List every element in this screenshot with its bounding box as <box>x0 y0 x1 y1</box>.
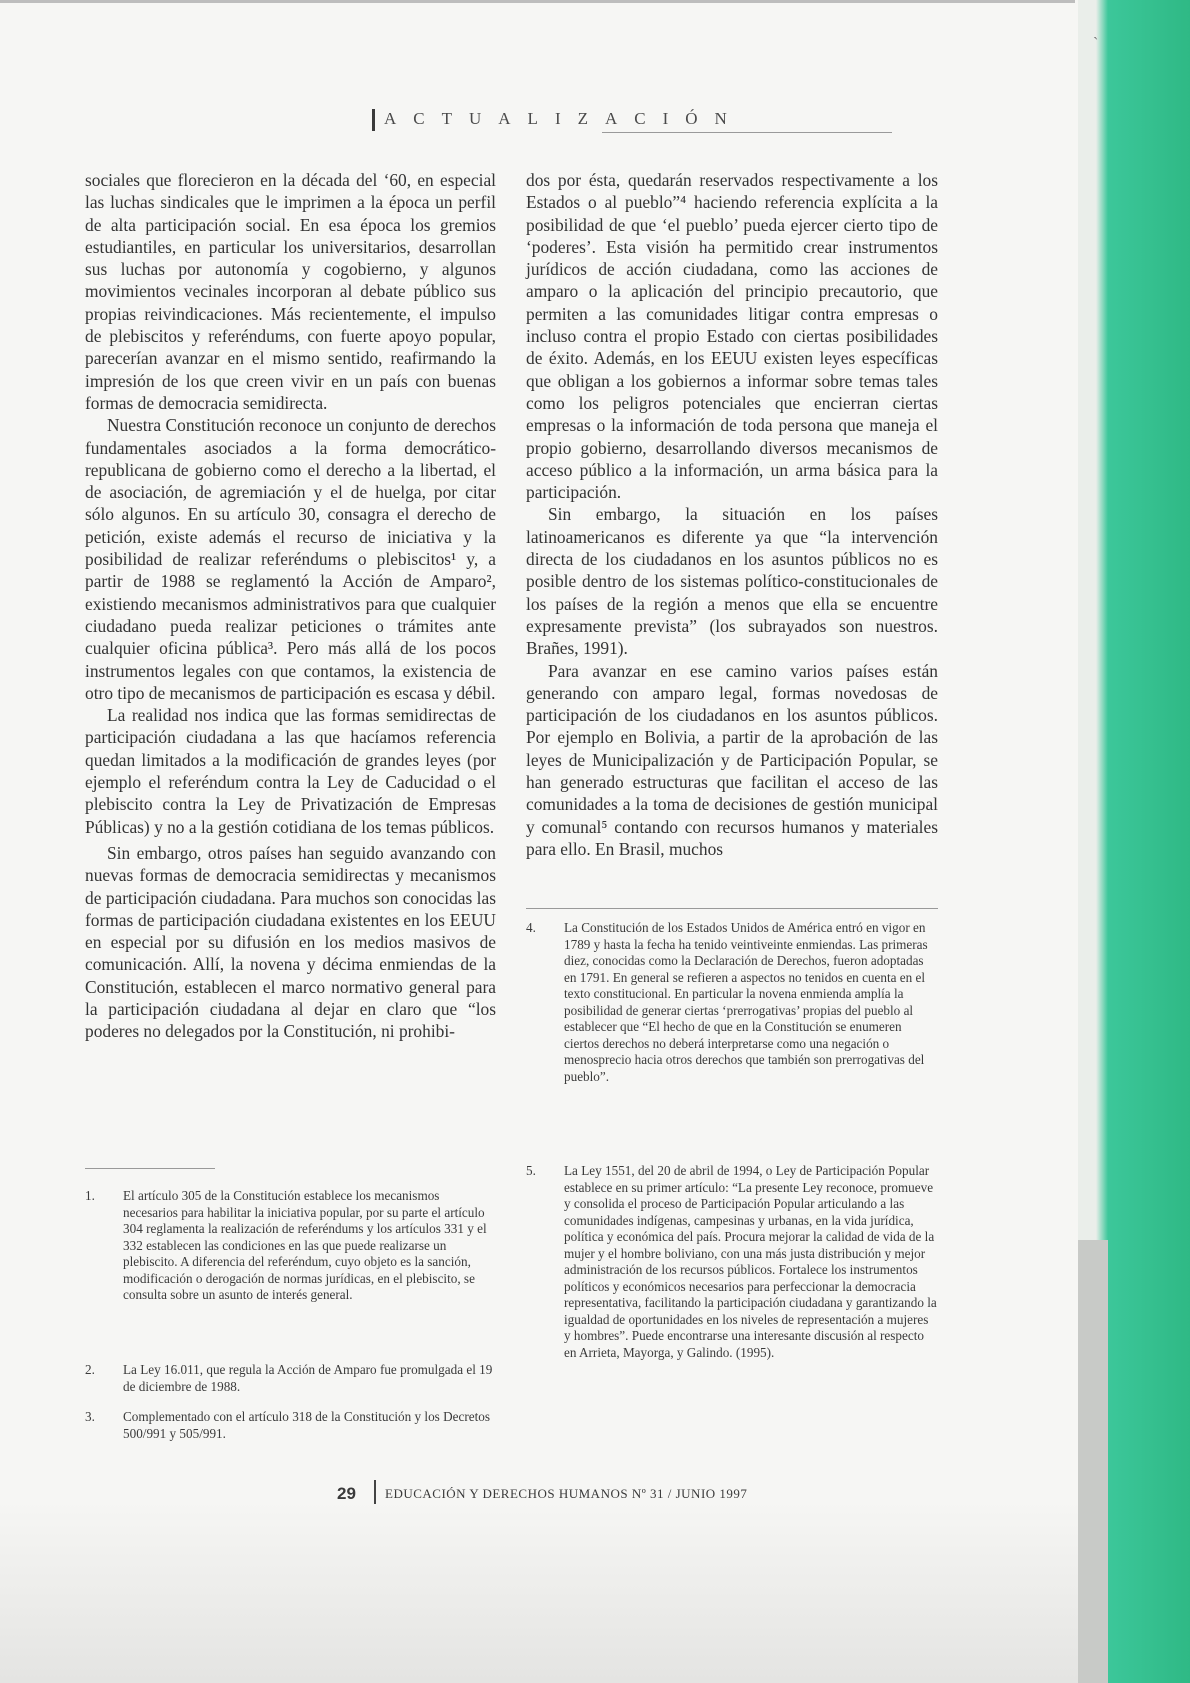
scan-speck-icon: ˋ <box>1093 35 1099 52</box>
footnote-rule <box>526 908 938 909</box>
paragraph: dos por ésta, quedarán reservados respectivamente a los Estados o al pueblo”⁴ haciendo referencia explícita a la posibilidad de que ‘el pueblo’ pueda ejercer cierto tipo de ‘poderes’. Esta visión ha permitido crear instrumentos jurídicos de acción ciudadana, como las acciones de amparo o la aplicación del principio precautorio, que permiten a las comunidades litigar contra empresas o incluso contra el propio Estado con ciertas posibilidades de éxito. Además, en los EEUU existen leyes específicas que obligan a los gobiernos a informar sobre temas tales como los peligros potenciales que encierran ciertas empresas o la información de toda persona que maneja el propio gobierno, desarrollando diversos mecanismos de acceso público a la información, un arma básica para la participación. <box>526 170 938 503</box>
paragraph: Para avanzar en ese camino varios países están generando con amparo legal, formas novedosas de participación de los ciudadanos en los asuntos públicos. Por ejemplo en Bolivia, a partir de la aprobación de las leyes de Municipalización y de Participación Popular, se han generado estructuras que facilitan el acceso de las comunidades a la toma de decisiones de gestión municipal y comunal⁵ contando con recursos humanos y materiales para ello. En Brasil, muchos <box>526 660 938 859</box>
footnote-number: 1. <box>85 1188 95 1203</box>
left-column <box>85 169 496 1043</box>
footnote-number: 3. <box>85 1409 95 1424</box>
paragraph: La realidad nos indica que las formas semidirectas de participación ciudadana a las que hacíamos referencia quedan limitados a la modificación de grandes leyes (por ejemplo el referéndum contra la Ley de Caducidad o el plebiscito contra la Ley de Privatización de Empresas Públicas) y no a la gestión cotidiana de los temas públicos. <box>85 705 496 837</box>
paragraph: Nuestra Constitución reconoce un conjunto de derechos fundamentales asociados a la forma democrático-republicana de gobierno como el derecho a la libertad, el de asociación, de agremiación y el de huelga, por citar sólo algunos. En su artículo 30, consagra el derecho de petición, existe además el recurso de iniciativa y la posibilidad de realizar referéndums o plebiscitos¹ y, a partir de 1988 se reglamentó la Acción de Amparo², existiendo mecanismos administrativos para que cualquier ciudadano pueda realizar peticiones o trámites ante cualquier oficina pública³. Pero más allá de los pocos instrumentos legales con que contamos, la existencia de otro tipo de mecanismos de participación es escasa y débil. <box>85 415 496 703</box>
footnote-number: 2. <box>85 1362 95 1377</box>
section-title: ACTUALIZACIÓN <box>384 109 744 128</box>
footnote-text: Complementado con el artículo 318 de la Constitución y los Decretos 500/991 y 505/991. <box>123 1409 490 1441</box>
publication-title: EDUCACIÓN Y DERECHOS HUMANOS Nº 31 / JUNIO 1997 <box>385 1486 748 1501</box>
footnote-text: La Ley 16.011, que regula la Acción de Amparo fue promulgada el 19 de diciembre de 1988. <box>123 1362 493 1394</box>
page-number: 29 <box>337 1484 356 1503</box>
footnote-text: La Constitución de los Estados Unidos de América entró en vigor en 1789 y hasta la fecha ha tenido veintiveinte enmiendas. Las primeras diez, conocidas como la Declaración de Derechos, fueron adoptadas en 1791. En general se refieren a aspectos no tenidos en cuenta en el texto constitucional. En particular la novena enmienda amplía la posibilidad de generar ciertas ‘prerrogativas’ propias del pueblo al establecer que “El hecho de que en la Constitución se enumeren ciertos derechos no deberá interpretarse como una negación o menosprecio hacia otros derechos que también son prerrogativas del pueblo”. <box>564 920 928 1084</box>
page-top-edge <box>0 0 1075 3</box>
footnote <box>85 1362 497 1395</box>
footnote <box>85 1409 497 1442</box>
page-shadow <box>0 1500 1078 1683</box>
header-rule <box>602 132 892 133</box>
footnote-text: El artículo 305 de la Constitución establece los mecanismos necesarios para habilitar la iniciativa popular, por su parte el artículo 304 reglamenta la realización de referéndums y los artículos 331 y el 332 establecen las condiciones en las que puede realizarse un plebiscito. A diferencia del referéndum, cuyo objeto es la sanción, modificación o derogación de normas jurídicas, en el plebiscito, se consulta sobre un asunto de interés general. <box>123 1188 487 1302</box>
green-page-edge <box>1078 0 1190 1683</box>
footer-separator <box>374 1480 376 1504</box>
footnote-number: 4. <box>526 920 536 935</box>
footnote-text: La Ley 1551, del 20 de abril de 1994, o Ley de Participación Popular establece en su primer artículo: “La presente Ley reconoce, promueve y consolida el proceso de Participación Popular articulando a las comunidades indígenas, campesinas y urbanas, en la vida jurídica, política y económica del país. Procura mejorar la calidad de vida de la mujer y el hombre boliviano, con una más justa distribución y mejor administración de los recursos públicos. Fortalece los instrumentos políticos y económicos necesarios para perfeccionar la democracia representativa, facilitando la participación ciudadana y garantizando la igualdad de oportunidades en los niveles de representación a mujeres y hombres”. Puede encontrarse una interesante discusión al respecto en Arrieta, Mayorga, y Galindo. (1995). <box>564 1163 937 1360</box>
paragraph: Sin embargo, otros países han seguido avanzando con nuevas formas de democracia semidirectas y mecanismos de participación ciudadana. Para muchos son conocidas las formas de participación ciudadana existentes en los EEUU en especial por su difusión en los medios masivos de comunicación. Allí, la novena y décima enmiendas de la Constitución, establecen el marco normativo general para la participación ciudadana al dejar en claro que “los poderes no delegados por la Constitución, ni prohibi- <box>85 842 496 1042</box>
paragraph: sociales que florecieron en la década del ‘60, en especial las luchas sindicales que le imprimen a la época un perfil de alta participación social. En esa época los gremios estudiantiles, en particular los universitarios, desarrollan sus luchas por autonomía y cogobierno, y algunos movimientos vecinales incorporan al debate público sus propias reivindicaciones. Más recientemente, el impulso de plebiscitos y referéndums, con fuerte apoyo popular, parecerían avanzar en el mismo sentido, reafirmando la impresión de los que creen vivir en un país con buenas formas de democracia semidirecta. <box>85 170 496 413</box>
paragraph: Sin embargo, la situación en los países latinoamericanos es diferente ya que “la intervención directa de los ciudadanos en los asuntos públicos no es posible dentro de los sistemas político-constitucionales de los países de la región a menos que ella se encuentre expresamente prevista” (los subrayados son nuestros. Brañes, 1991). <box>526 504 938 659</box>
header-bar <box>372 109 375 131</box>
footnote <box>526 1163 938 1361</box>
footnote-number: 5. <box>526 1163 536 1178</box>
footnote <box>85 1188 497 1304</box>
page-footer <box>337 1484 817 1506</box>
right-column <box>526 169 938 860</box>
binding-shadow <box>1078 1240 1108 1683</box>
footnote <box>526 920 938 1085</box>
footnote-rule <box>85 1168 215 1169</box>
section-header <box>372 103 892 133</box>
